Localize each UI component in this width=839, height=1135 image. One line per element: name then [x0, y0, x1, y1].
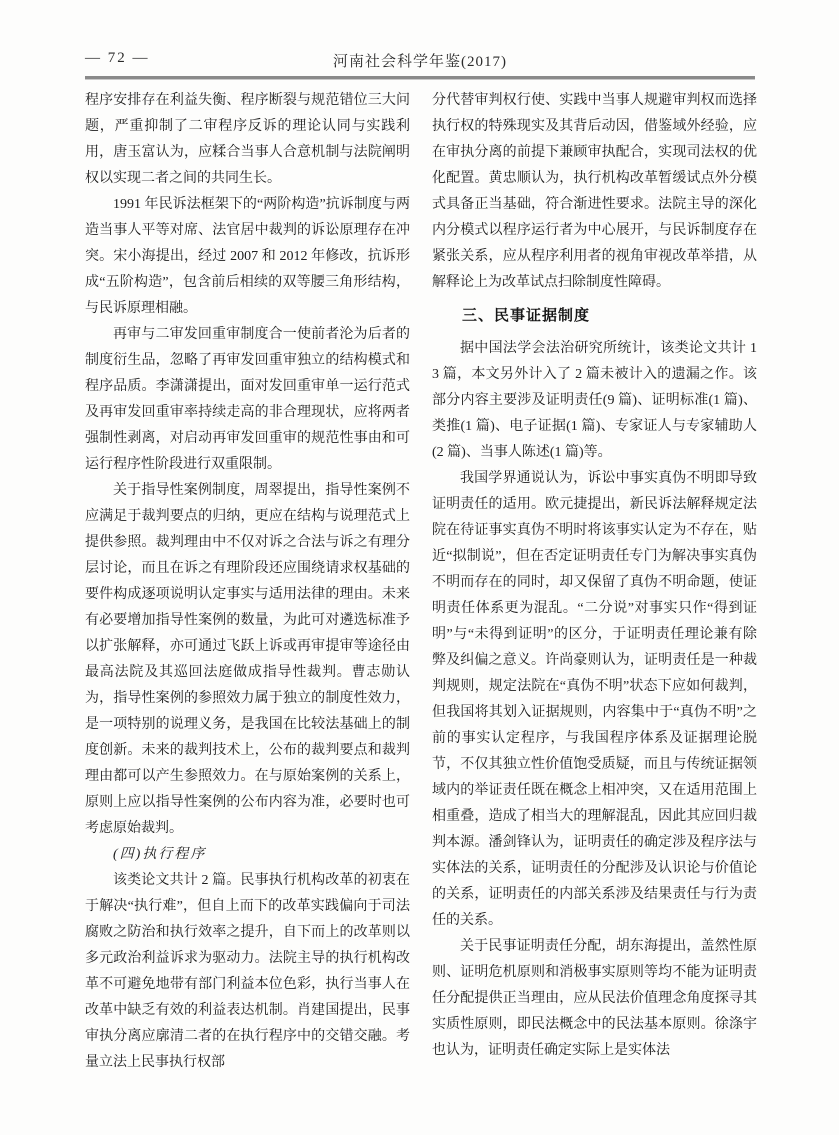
paragraph: 关于指导性案例制度，周翠提出，指导性案例不应满足于裁判要点的归纳，更应在结构与说理范式上提供参照。裁判理由中不仅对诉之合法与诉之有理分层讨论，而且在诉之有理阶段还应围绕请求权基础的要件构成逐项说明认定事实与适用法律的理由。未来有必要增加指导性案例的数量，为此可对遴选标准予以扩张解释，亦可通过飞跃上诉或再审提审等途径由最高法院及其巡回法庭做成指导性裁判。曹志勋认为，指导性案例的参照效力属于独立的制度性效力，是一项特别的说理义务，是我国在比较法基础上的制度创新。未来的裁判技术上，公布的裁判要点和裁判理由都可以产生参照效力。在与原始案例的关系上，原则上应以指导性案例的公布内容为准，必要时也可考虑原始裁判。 — [85, 483, 410, 836]
section-heading-civil-evidence-system: 三、民事证据制度 — [462, 307, 591, 324]
two-column-body — [85, 88, 757, 1076]
subsection-heading-execution-procedure: (四)执行程序 — [113, 847, 207, 862]
paragraph: 据中国法学会法治研究所统计，该类论文共计 13 篇，本文另外计入了 2 篇未被计入的遗漏之作。该部分内容主要涉及证明责任(9 篇)、证明标准(1 篇)、类推(1 篇)、电子证据(1 篇)、专家证人与专家辅助人(2 篇)、当事人陈述(1 篇)等。 — [432, 341, 757, 460]
header-rule-divider — [85, 76, 755, 80]
paragraph-continuation: 分代替审判权行使、实践中当事人规避审判权而选择执行权的特殊现实及其背后动因，借鉴域外经验，应在审执分离的前提下兼顾审执配合，实现司法权的优化配置。黄忠顺认为，执行机构改革暂缓试点外分模式具备正当基础，符合渐进性要求。法院主导的深化内分模式以程序运行者为中心展开，与民诉制度存在紧张关系，应从程序利用者的视角审视改革举措，从解释论上为改革试点扫除制度性障碍。 — [432, 93, 757, 290]
paragraph: 再审与二审发回重审制度合一使前者沦为后者的制度衍生品，忽略了再审发回重审独立的结构模式和程序品质。李潇潇提出，面对发回重审单一运行范式及再审发回重审率持续走高的非合理现状，应将两者强制性剥离，对启动再审发回重审的规范性事由和可运行程序性阶段进行双重限制。 — [85, 327, 410, 472]
paragraph: 我国学界通说认为，诉讼中事实真伪不明即导致证明责任的适用。欧元捷提出，新民诉法解释规定法院在待证事实真伪不明时将该事实认定为不存在，贴近“拟制说”，但在否定证明责任专门为解决事实真伪不明而存在的同时，却又保留了真伪不明命题，使证明责任体系更为混乱。“二分说”对事实只作“得到证明”与“未得到证明”的区分，于证明责任理论兼有除弊及纠偏之意义。许尚豪则认为，证明责任是一种裁判规则，规定法院在“真伪不明”状态下应如何裁判，但我国将其划入证据规则，内容集中于“真伪不明”之前的事实认定程序，与我国程序体系及证据理论脱节，不仅其独立性价值饱受质疑，而且与传统证据领域内的举证责任既在概念上相冲突，又在适用范围上相重叠，造成了相当大的理解混乱，因此其应回归裁判本源。潘剑锋认为，证明责任的确定涉及程序法与实体法的关系，证明责任的分配涉及认识论与价值论的关系，证明责任的内部关系涉及结果责任与行为责任的关系。 — [432, 471, 757, 928]
running-head — [85, 48, 755, 72]
page-number: — 72 — — [85, 50, 150, 66]
header-title: 河南社会科学年鉴(2017) — [333, 54, 507, 70]
left-column — [85, 88, 410, 1076]
right-column — [432, 88, 757, 1076]
paragraph: 关于民事证明责任分配，胡东海提出，盖然性原则、证明危机原则和消极事实原则等均不能为证明责任分配提供正当理由，应从民法价值理念角度探寻其实质性原则，即民法概念中的民法基本原则。徐涤宇也认为，证明责任确定实际上是实体法 — [432, 939, 757, 1058]
paragraph-continuation: 程序安排存在利益失衡、程序断裂与规范错位三大问题，严重抑制了二审程序反诉的理论认同与实践利用，唐玉富认为，应糅合当事人合意机制与法院阐明权以实现二者之间的共同生长。 — [85, 93, 410, 186]
paragraph: 该类论文共计 2 篇。民事执行机构改革的初衷在于解决“执行难”，但自上而下的改革实践偏向于司法腐败之防治和执行效率之提升，自下而上的改革则以多元政治利益诉求为驱动力。法院主导的执行机构改革不可避免地带有部门利益本位色彩，执行当事人在改革中缺乏有效的利益表达机制。肖建国提出，民事审执分离应廓清二者的在执行程序中的交错交融。考量立法上民事执行权部 — [85, 873, 410, 1070]
paragraph: 1991 年民诉法框架下的“两阶构造”抗诉制度与两造当事人平等对席、法官居中裁判的诉讼原理存在冲突。宋小海提出，经过 2007 和 2012 年修改，抗诉形成“五阶构造”，包含前后相续的双等腰三角形结构，与民诉原理相融。 — [85, 197, 410, 316]
